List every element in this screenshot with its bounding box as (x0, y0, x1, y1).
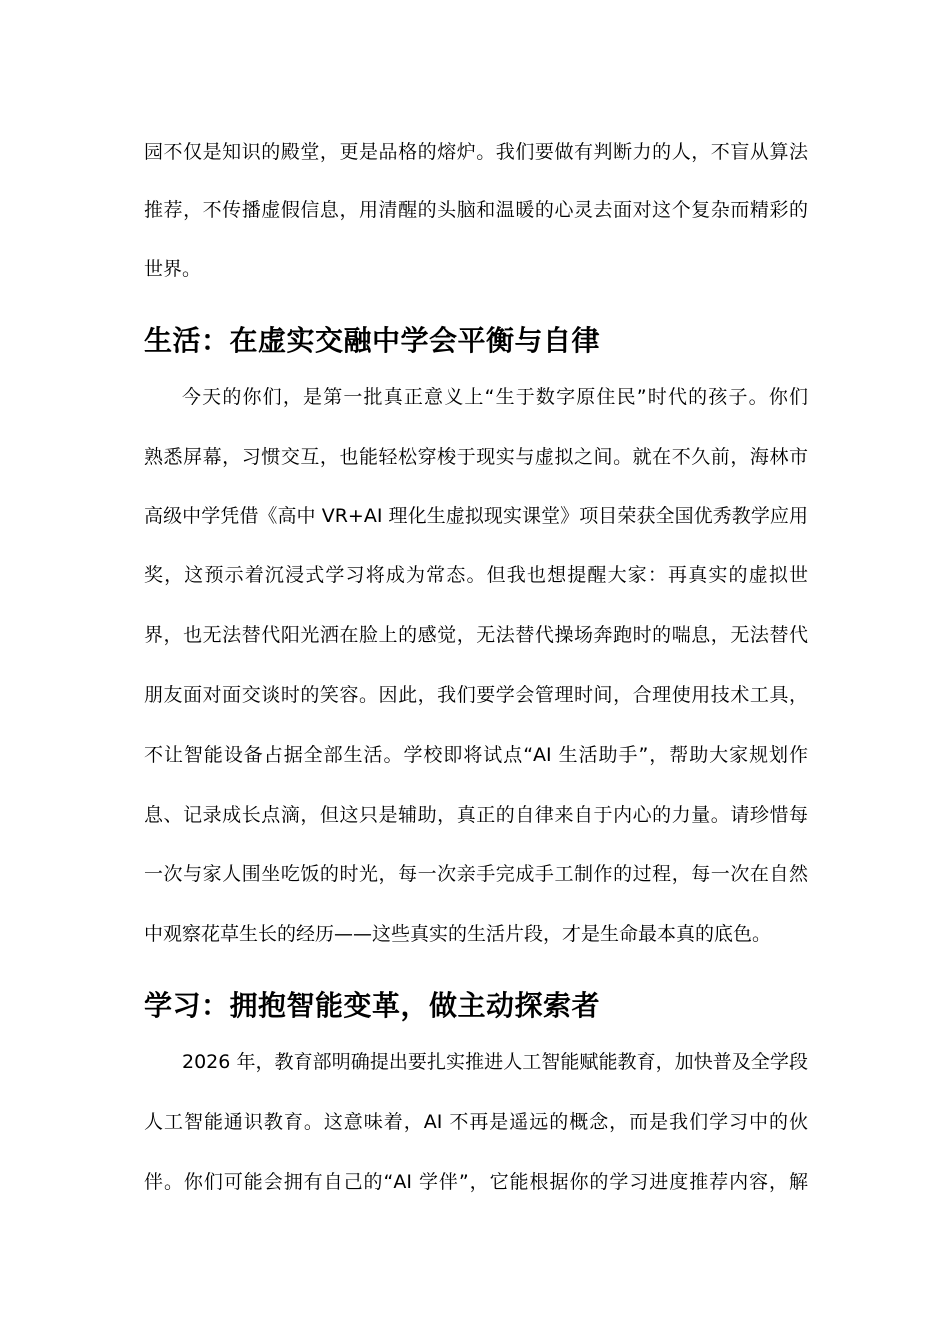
body-text-line: 园不仅是知识的殿堂，更是品格的熔炉。我们要做有判断力的人，不盲从算法 (144, 141, 808, 163)
body-text-line: 不让智能设备占据全部生活。学校即将试点“AI 生活助手”，帮助大家规划作 (144, 744, 808, 766)
body-text-line: 世界。 (144, 258, 202, 280)
body-text-line: 朋友面对面交谈时的笑容。因此，我们要学会管理时间，合理使用技术工具， (144, 684, 808, 706)
body-text-line: 今天的你们，是第一批真正意义上“生于数字原住民”时代的孩子。你们 (182, 386, 808, 408)
body-text-line: 推荐，不传播虚假信息，用清醒的头脑和温暖的心灵去面对这个复杂而精彩的 (144, 199, 808, 221)
body-text-line: 高级中学凭借《高中 VR+AI 理化生虚拟现实课堂》项目荣获全国优秀教学应用 (144, 505, 808, 527)
body-text-line: 人工智能通识教育。这意味着，AI 不再是遥远的概念，而是我们学习中的伙 (144, 1111, 808, 1133)
body-text-line: 中观察花草生长的经历——这些真实的生活片段，才是生命最本真的底色。 (144, 923, 772, 945)
body-text-line: 息、记录成长点滴，但这只是辅助，真正的自律来自于内心的力量。请珍惜每 (144, 804, 808, 826)
section-heading-study: 学习：拥抱智能变革，做主动探索者 (144, 989, 601, 1022)
body-text-line: 界，也无法替代阳光洒在脸上的感觉，无法替代操场奔跑时的喘息，无法替代 (144, 624, 808, 646)
body-text-line: 熟悉屏幕，习惯交互，也能轻松穿梭于现实与虚拟之间。就在不久前，海林市 (144, 446, 808, 468)
body-text-line: 伴。你们可能会拥有自己的“AI 学伴”，它能根据你的学习进度推荐内容，解 (144, 1171, 808, 1193)
body-text-line: 一次与家人围坐吃饭的时光，每一次亲手完成手工制作的过程，每一次在自然 (144, 863, 808, 885)
body-text-line: 奖，这预示着沉浸式学习将成为常态。但我也想提醒大家：再真实的虚拟世 (144, 564, 808, 586)
section-heading-life: 生活：在虚实交融中学会平衡与自律 (144, 324, 601, 357)
body-text-line: 2026 年，教育部明确提出要扎实推进人工智能赋能教育，加快普及全学段 (182, 1051, 808, 1073)
